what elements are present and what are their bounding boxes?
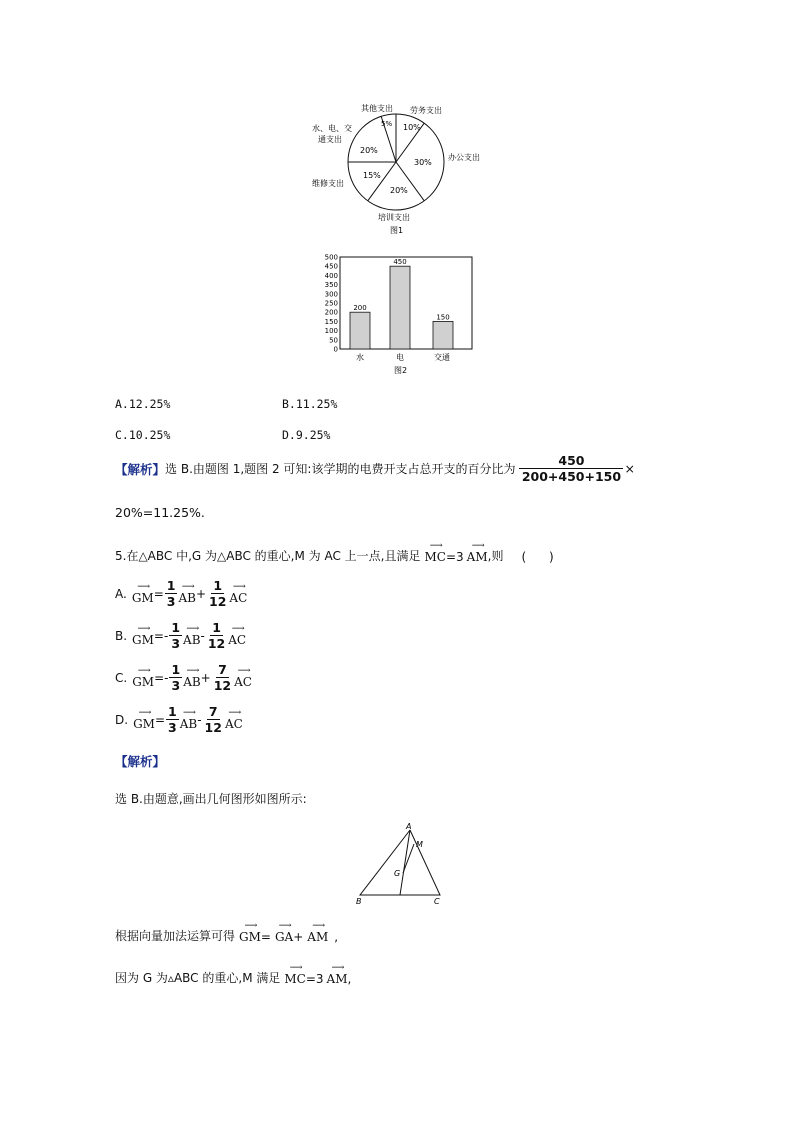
line2-prefix: 根据向量加法运算可得 [115,929,236,943]
vector-arrow-icon: ⟶ [244,921,256,931]
bar-ytick-label: 400 [324,271,338,280]
q5-stem-vec-am: ⟶ AM [466,541,488,564]
q5-option-letter: B. [115,628,128,643]
segment-gm [403,844,414,873]
pie-label-training: 培训支出 [378,213,410,222]
point-g-label: G [394,869,401,878]
vector-arrow-icon: ⟶ [137,665,149,676]
line3-prefix: 因为 G 为▵ABC 的重心,M 满足 [115,971,281,985]
vector-arrow-icon: ⟶ [289,963,301,973]
vector-arrow-icon: ⟶ [429,541,441,551]
q4-result: 20%=11.25%. [115,505,205,520]
q4-option-d: D.9.25% [282,428,331,442]
q5-option-c [115,662,252,693]
bar-1 [390,266,410,349]
bar-value-label: 200 [353,304,367,313]
bar-0 [350,312,370,349]
bar-ytick-label: 350 [324,281,338,290]
q4-fraction-denominator: 200+450+150 [521,469,622,484]
bar-xtick-electric: 电 [396,353,404,362]
vector-arrow-icon: ⟶ [181,581,193,592]
q5-option-a [115,578,247,609]
equals-sign: = [154,670,165,685]
vec-gm: ⟶ GM [132,665,155,689]
q5-analysis-line2 [115,922,338,944]
fraction-2: $\frac{1}{12}$ [209,578,227,609]
line3-mid: =3 [305,972,324,986]
q5-stem-prefix: 5.在△ABC 中,G 为△ABC 的重心,M 为 AC 上一点,且满足 [115,549,421,563]
q5-analysis-label: 【解析】 [115,754,166,769]
fraction-2: $\frac{7}{12}$ [213,662,232,693]
line3-suffix: , [347,972,352,986]
q4-times: × [624,461,635,476]
pie-slice-text-other: 5% [381,120,393,128]
vec-ab: ⟶ AB [178,581,196,605]
q5-analysis-line3 [115,964,351,986]
fraction-1: $\frac{1}{3}$ [171,620,181,651]
q4-option-c: C.10.25% [115,428,171,442]
q5-stem-vec-mc: ⟶ MC [424,541,446,564]
vec-ac: ⟶ AC [229,581,248,605]
bar-value-label: 150 [436,313,450,322]
bar-chart [318,254,483,378]
vec-am: ⟶ AM [326,963,348,986]
bar-ytick-label: 200 [324,308,338,317]
vector-arrow-icon: ⟶ [228,707,240,718]
vector-arrow-icon: ⟶ [137,581,149,592]
vec-ab: ⟶ AB [179,707,198,731]
vec-gm: ⟶ GM [132,623,154,647]
q5-option-letter: A. [115,586,127,601]
vec-ac: ⟶ AC [224,707,243,731]
vec-mc: ⟶ MC [284,963,306,986]
sign-1: - [164,670,169,685]
q5-stem [115,542,554,564]
vec-ac: ⟶ AC [228,623,247,647]
operator: - [200,628,205,643]
equals-sign: = [153,628,164,643]
vector-arrow-icon: ⟶ [186,623,198,634]
operator: + [200,670,211,685]
vector-arrow-icon: ⟶ [278,921,290,931]
vec-gm: ⟶ GM [133,707,155,731]
pie-slice-text-labor: 10% [403,123,421,132]
vector-arrow-icon: ⟶ [232,581,244,592]
fraction-1: $\frac{1}{3}$ [166,578,176,609]
vec-ac: ⟶ AC [234,665,252,689]
q5-answer-paren: ( ) [521,550,554,564]
bar-ytick-label: 150 [324,317,338,326]
bar-caption: 图2 [394,366,408,375]
fraction-2: $\frac{7}{12}$ [204,704,222,735]
bar-ytick-label: 250 [324,299,338,308]
fraction-2: $\frac{1}{12}$ [207,620,226,651]
vector-arrow-icon: ⟶ [182,707,194,718]
fraction-1: $\frac{1}{3}$ [168,704,177,735]
vector-arrow-icon: ⟶ [186,665,198,676]
vec-ab: ⟶ AB [183,623,201,647]
point-a-label: A [406,822,412,831]
pie-label-office: 办公支出 [448,153,480,162]
bar-chart-y-axis [325,254,338,354]
vector-arrow-icon: ⟶ [138,707,150,718]
point-b-label: B [356,897,362,906]
q5-stem-suffix: ,则 [487,549,504,563]
point-c-label: C [434,897,440,906]
q4-analysis-text: 选 B.由题图 1,题图 2 可知:该学期的电费开支占总开支的百分比为 [165,462,516,476]
bar-ytick-label: 450 [324,262,338,271]
bar-ytick-label: 0 [333,345,338,354]
bar-xtick-water: 水 [356,353,364,362]
q5-analysis-line1: 选 B.由题意,画出几何图形如图所示: [115,792,307,806]
equals-sign: = [154,712,165,727]
q5-option-letter: C. [115,670,128,685]
vector-arrow-icon: ⟶ [137,623,149,634]
vector-arrow-icon: ⟶ [331,963,343,973]
pie-label-labor: 劳务支出 [410,106,442,115]
bar-ytick-label: 100 [324,327,338,336]
q4-fraction-numerator: 450 [519,453,623,469]
pie-slice-text-utilities: 20% [360,146,378,155]
operator: - [197,712,202,727]
vec-gm: ⟶ GM [239,921,261,944]
pie-label-utilities-1: 水、电、交 [312,124,352,133]
pie-slice-text-office: 30% [414,158,432,167]
bar-value-label: 450 [393,258,407,267]
vector-arrow-icon: ⟶ [231,623,243,634]
vec-ga: ⟶ GA [274,921,294,944]
median-from-a [400,830,410,895]
q4-analysis-label: 【解析】 [115,461,166,477]
q5-option-b [115,620,246,651]
bar-ytick-label: 50 [329,336,338,345]
bar-ytick-label: 500 [324,254,338,262]
vec-gm: ⟶ GM [131,581,154,605]
pie-label-utilities-2: 通支出 [318,135,342,144]
q5-stem-mid: =3 [445,550,464,564]
pie-chart [300,96,500,241]
q5-option-d [115,704,243,735]
bar-ytick-label: 300 [324,290,338,299]
equals-sign: = [153,586,164,601]
line2-suffix: , [334,930,339,944]
vec-ab: ⟶ AB [183,665,201,689]
bar-2 [433,321,453,349]
pie-caption: 图1 [390,226,404,235]
equals-sign: = [260,930,271,944]
pie-label-other: 其他支出 [361,104,393,113]
q4-option-b: B.11.25% [282,397,338,411]
q4-option-a: A.12.25% [115,397,171,411]
pie-label-repair: 维修支出 [312,179,344,188]
vec-am: ⟶ AM [307,921,329,944]
vector-arrow-icon: ⟶ [312,921,324,931]
q4-fraction [519,453,623,484]
point-m-label: M [416,840,423,849]
triangle-abc [360,830,440,895]
fraction-1: $\frac{1}{3}$ [171,662,181,693]
plus-sign: + [293,930,304,944]
operator: + [195,586,206,601]
pie-slice-text-repair: 15% [363,171,381,180]
bar-xtick-transport: 交通 [434,353,450,362]
vector-arrow-icon: ⟶ [237,665,249,676]
q4-analysis [115,453,635,484]
vector-arrow-icon: ⟶ [471,541,483,551]
triangle-figure [352,822,452,908]
q5-option-letter: D. [115,712,129,727]
pie-slice-text-training: 20% [390,186,408,195]
sign-1: - [163,628,169,643]
